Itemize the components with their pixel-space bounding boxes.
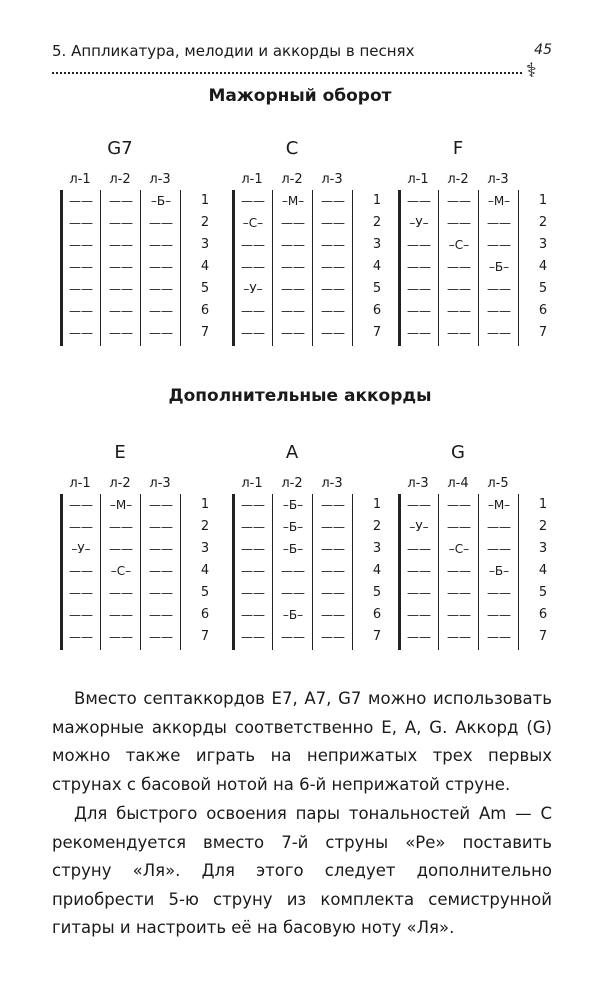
finger-labels — [232, 476, 352, 492]
chord-diagram-f — [398, 138, 548, 348]
finger-label: л-3 — [407, 476, 429, 491]
string-cell: —— — [149, 542, 173, 556]
string-number: 1 — [372, 497, 382, 512]
string-cell: —— — [487, 608, 511, 622]
chord-name: E — [114, 442, 126, 463]
string-cell: —— — [407, 608, 431, 622]
string-cell: —— — [149, 260, 173, 274]
string-cell: —— — [487, 282, 511, 296]
string-cell: —— — [149, 608, 173, 622]
string-number: 7 — [372, 629, 382, 644]
fret-line — [312, 494, 313, 650]
string-cell: —— — [487, 216, 511, 230]
string-cell: –У– — [71, 542, 91, 556]
finger-label: л-1 — [69, 476, 91, 491]
string-cell: —— — [321, 238, 345, 252]
string-cell: –Б– — [282, 520, 304, 534]
fret-line — [312, 190, 313, 346]
string-number: 1 — [538, 497, 548, 512]
string-cell: —— — [109, 260, 133, 274]
string-cell: —— — [109, 630, 133, 644]
string-cell: —— — [149, 238, 173, 252]
fret-line — [438, 494, 439, 650]
string-cell: —— — [321, 608, 345, 622]
string-number: 3 — [372, 237, 382, 252]
string-cell: –У– — [243, 282, 263, 296]
paragraph-2: Для быстрого освоения пары тональностей Am — C рекомендуется вместо 7-й струны «Ре» поставить струну «Ля». Для этого следует дополнительно приобрести 5-ю струну из комплекта семиструнной гитары и настроить её на басовую ноту «Ля». — [52, 804, 552, 937]
string-cell: —— — [407, 238, 431, 252]
string-number: 4 — [538, 563, 548, 578]
string-number: 4 — [538, 259, 548, 274]
string-cell: —— — [321, 194, 345, 208]
string-number: 3 — [372, 541, 382, 556]
string-cell: —— — [241, 564, 265, 578]
string-number: 5 — [200, 281, 210, 296]
string-number: 2 — [200, 519, 210, 534]
string-cell: —— — [447, 216, 471, 230]
fret-line — [352, 494, 353, 650]
string-cell: —— — [241, 630, 265, 644]
string-cell: —— — [321, 542, 345, 556]
string-number: 1 — [200, 497, 210, 512]
string-cell: —— — [447, 520, 471, 534]
string-cell: —— — [321, 564, 345, 578]
string-number: 1 — [538, 193, 548, 208]
string-cell: —— — [321, 586, 345, 600]
string-cell: –С– — [448, 238, 470, 252]
string-cell: —— — [109, 542, 133, 556]
string-number: 4 — [200, 563, 210, 578]
chord-name: C — [285, 138, 299, 159]
string-number: 4 — [372, 563, 382, 578]
string-cell: —— — [241, 498, 265, 512]
fret-line — [100, 190, 101, 346]
fret-line — [180, 494, 181, 650]
string-cell: —— — [487, 238, 511, 252]
string-cell: –Б– — [150, 194, 172, 208]
string-cell: —— — [487, 542, 511, 556]
string-cell: —— — [149, 326, 173, 340]
string-cell: —— — [407, 630, 431, 644]
string-number: 5 — [372, 281, 382, 296]
chord-diagram-e — [60, 442, 210, 652]
string-cell: —— — [281, 586, 305, 600]
finger-label: л-5 — [487, 476, 509, 491]
string-cell: –М– — [109, 498, 133, 512]
string-number: 5 — [538, 585, 548, 600]
finger-label: л-3 — [149, 172, 171, 187]
string-number: 6 — [538, 607, 548, 622]
string-cell: —— — [241, 520, 265, 534]
string-cell: —— — [447, 630, 471, 644]
string-cell: —— — [69, 282, 93, 296]
string-cell: —— — [407, 498, 431, 512]
string-number: 5 — [372, 585, 382, 600]
finger-label: л-3 — [149, 476, 171, 491]
fret-line — [140, 190, 141, 346]
string-cell: —— — [487, 520, 511, 534]
string-cell: —— — [69, 586, 93, 600]
finger-label: л-2 — [447, 172, 469, 187]
string-cell: –Б– — [488, 260, 510, 274]
string-cell: —— — [109, 304, 133, 318]
finger-label: л-4 — [447, 476, 469, 491]
string-cell: —— — [149, 304, 173, 318]
string-cell: —— — [69, 520, 93, 534]
string-cell: —— — [281, 326, 305, 340]
finger-label: л-2 — [109, 172, 131, 187]
string-cell: —— — [321, 260, 345, 274]
string-cell: —— — [241, 326, 265, 340]
chord-diagram-a — [232, 442, 382, 652]
fret-line — [180, 190, 181, 346]
page-header — [52, 42, 552, 66]
string-cell: —— — [447, 498, 471, 512]
string-number: 3 — [538, 237, 548, 252]
string-cell: —— — [109, 520, 133, 534]
string-cell: —— — [447, 586, 471, 600]
fret-grid — [232, 494, 382, 650]
fret-grid — [60, 494, 210, 650]
string-number: 3 — [200, 237, 210, 252]
string-cell: —— — [149, 498, 173, 512]
string-cell: —— — [241, 542, 265, 556]
string-cell: —— — [487, 630, 511, 644]
string-cell: —— — [69, 216, 93, 230]
string-cell: —— — [241, 194, 265, 208]
chord-name: A — [285, 442, 299, 463]
string-cell: –Б– — [282, 608, 304, 622]
string-cell: —— — [241, 586, 265, 600]
string-cell: —— — [447, 564, 471, 578]
string-cell: —— — [109, 608, 133, 622]
paragraph-1: Вместо септаккордов E7, A7, G7 можно использовать мажорные аккорды соответственно E, A, G. Аккорд (G) можно также играть на неприжатых трех первых струнах с басовой нотой на 6-й неприжатой струне. — [52, 689, 552, 794]
string-cell: –С– — [448, 542, 470, 556]
string-number: 7 — [538, 325, 548, 340]
fret-line — [272, 190, 273, 346]
string-cell: —— — [149, 564, 173, 578]
string-cell: —— — [109, 238, 133, 252]
finger-label: л-3 — [487, 172, 509, 187]
string-cell: —— — [321, 282, 345, 296]
string-number: 4 — [372, 259, 382, 274]
string-cell: —— — [69, 238, 93, 252]
string-cell: —— — [407, 326, 431, 340]
string-number: 6 — [372, 303, 382, 318]
finger-labels — [60, 172, 180, 188]
finger-label: л-1 — [241, 476, 263, 491]
string-cell: —— — [241, 238, 265, 252]
string-cell: —— — [109, 282, 133, 296]
string-cell: —— — [321, 304, 345, 318]
section-title-additional: Дополнительные аккорды — [168, 386, 432, 406]
chapter-title: 5. Аппликатура, мелодии и аккорды в песнях — [52, 42, 415, 60]
fret-grid — [60, 190, 210, 346]
finger-labels — [232, 172, 352, 188]
finger-label: л-3 — [321, 172, 343, 187]
finger-label: л-2 — [281, 476, 303, 491]
string-cell: —— — [69, 630, 93, 644]
string-cell: –М– — [281, 194, 305, 208]
header-dotted-rule — [52, 72, 522, 74]
string-cell: —— — [69, 304, 93, 318]
treble-clef-ornament-icon: ⚕ — [526, 58, 537, 82]
finger-label: л-1 — [69, 172, 91, 187]
fret-line — [100, 494, 101, 650]
string-cell: —— — [69, 608, 93, 622]
string-cell: —— — [487, 586, 511, 600]
string-cell: –М– — [487, 498, 511, 512]
string-cell: —— — [69, 498, 93, 512]
string-cell: –М– — [487, 194, 511, 208]
finger-labels — [398, 172, 518, 188]
string-number: 5 — [538, 281, 548, 296]
string-number: 2 — [372, 215, 382, 230]
string-cell: —— — [407, 260, 431, 274]
finger-labels — [60, 476, 180, 492]
finger-label: л-1 — [241, 172, 263, 187]
string-cell: —— — [281, 564, 305, 578]
string-cell: —— — [321, 630, 345, 644]
string-cell: —— — [321, 498, 345, 512]
string-cell: —— — [281, 630, 305, 644]
chord-diagram-c — [232, 138, 382, 348]
string-number: 2 — [372, 519, 382, 534]
string-number: 7 — [538, 629, 548, 644]
fret-line — [438, 190, 439, 346]
string-number: 1 — [200, 193, 210, 208]
string-number: 5 — [200, 585, 210, 600]
string-cell: —— — [407, 282, 431, 296]
string-cell: —— — [321, 216, 345, 230]
string-number: 3 — [200, 541, 210, 556]
string-cell: —— — [69, 194, 93, 208]
string-cell: —— — [487, 304, 511, 318]
string-cell: —— — [407, 304, 431, 318]
string-number: 3 — [538, 541, 548, 556]
string-number: 6 — [200, 303, 210, 318]
string-number: 2 — [538, 519, 548, 534]
string-cell: —— — [321, 520, 345, 534]
string-cell: —— — [447, 326, 471, 340]
fret-line — [272, 494, 273, 650]
string-cell: –У– — [409, 216, 429, 230]
string-cell: —— — [407, 564, 431, 578]
chord-name: G — [451, 442, 465, 463]
string-number: 7 — [372, 325, 382, 340]
fret-grid — [398, 494, 548, 650]
string-cell: —— — [109, 216, 133, 230]
fret-line — [518, 190, 519, 346]
string-cell: —— — [281, 238, 305, 252]
string-cell: —— — [447, 282, 471, 296]
chord-diagram-g — [398, 442, 548, 652]
string-cell: —— — [407, 542, 431, 556]
string-number: 4 — [200, 259, 210, 274]
fret-line — [352, 190, 353, 346]
string-number: 2 — [538, 215, 548, 230]
string-number: 1 — [372, 193, 382, 208]
finger-labels — [398, 476, 518, 492]
string-number: 2 — [200, 215, 210, 230]
string-cell: —— — [281, 260, 305, 274]
string-cell: –С– — [242, 216, 264, 230]
string-cell: —— — [109, 194, 133, 208]
string-cell: —— — [149, 586, 173, 600]
string-cell: —— — [407, 586, 431, 600]
string-cell: —— — [241, 260, 265, 274]
string-cell: —— — [109, 586, 133, 600]
fret-line — [478, 190, 479, 346]
string-cell: —— — [447, 608, 471, 622]
finger-label: л-3 — [321, 476, 343, 491]
fret-line — [518, 494, 519, 650]
fret-grid — [232, 190, 382, 346]
string-cell: —— — [149, 520, 173, 534]
page-number: 45 — [534, 42, 552, 58]
section-title-major: Мажорный оборот — [208, 86, 392, 106]
string-cell: —— — [407, 194, 431, 208]
string-cell: –Б– — [282, 498, 304, 512]
string-cell: —— — [447, 260, 471, 274]
string-number: 7 — [200, 629, 210, 644]
string-cell: —— — [149, 630, 173, 644]
string-cell: –Б– — [488, 564, 510, 578]
string-number: 7 — [200, 325, 210, 340]
string-cell: —— — [109, 326, 133, 340]
string-cell: –Б– — [282, 542, 304, 556]
string-cell: —— — [321, 326, 345, 340]
string-cell: –С– — [110, 564, 132, 578]
string-cell: —— — [241, 304, 265, 318]
string-cell: –У– — [409, 520, 429, 534]
string-cell: —— — [281, 216, 305, 230]
string-cell: —— — [241, 608, 265, 622]
string-cell: —— — [281, 304, 305, 318]
fret-line — [140, 494, 141, 650]
chord-name: F — [452, 138, 464, 159]
string-cell: —— — [69, 260, 93, 274]
finger-label: л-1 — [407, 172, 429, 187]
string-cell: —— — [69, 564, 93, 578]
string-cell: —— — [281, 282, 305, 296]
string-number: 6 — [372, 607, 382, 622]
fret-line — [478, 494, 479, 650]
fret-grid — [398, 190, 548, 346]
string-cell: —— — [149, 282, 173, 296]
string-cell: —— — [149, 216, 173, 230]
finger-label: л-2 — [281, 172, 303, 187]
string-number: 6 — [200, 607, 210, 622]
string-cell: —— — [447, 194, 471, 208]
string-cell: —— — [447, 304, 471, 318]
chord-name: G7 — [107, 138, 133, 159]
finger-label: л-2 — [109, 476, 131, 491]
chord-diagram-g7 — [60, 138, 210, 348]
string-number: 6 — [538, 303, 548, 318]
string-cell: —— — [69, 326, 93, 340]
string-cell: —— — [487, 326, 511, 340]
